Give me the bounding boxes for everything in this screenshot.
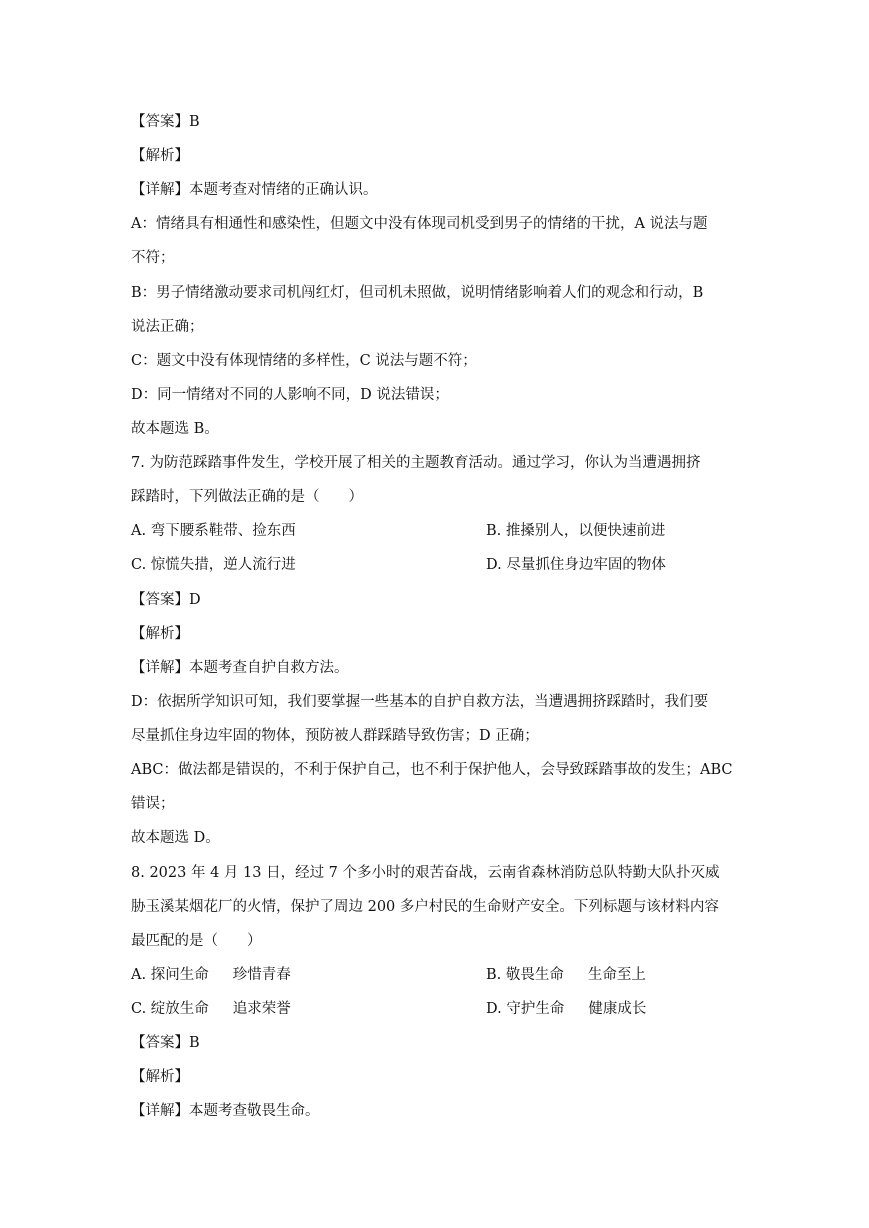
q7-detail xyxy=(131,659,741,677)
q6-explanation-line: C：题文中没有体现情绪的多样性，C 说法与题不符； xyxy=(131,353,477,369)
q7-explanation-line: D：依据所学知识可知，我们要掌握一些基本的自护自救方法，当遭遇拥挤踩踏时，我们要 xyxy=(131,694,709,710)
q6-explanation-line: 不符； xyxy=(131,250,175,266)
option-d-part2: 健康成长 xyxy=(588,1001,647,1017)
q6-detail xyxy=(131,181,741,199)
q8-option-d xyxy=(486,1000,646,1018)
q6-conclusion: 故本题选 B。 xyxy=(131,421,219,437)
option-d-part1: D. 守护生命 xyxy=(486,1001,565,1017)
q6-answer xyxy=(131,113,741,131)
answer-value: B xyxy=(189,114,200,130)
detail-text: 本题考查敬畏生命。 xyxy=(189,1103,320,1119)
q8-analysis-label: 【解析】 xyxy=(131,1069,189,1085)
option-a-part2: 珍惜青春 xyxy=(232,967,291,983)
q8-stem-line: 胁玉溪某烟花厂的火情，保护了周边 200 多户村民的生命财产安全。下列标题与该材料内容 xyxy=(131,899,719,915)
q6-explanation-line: 说法正确； xyxy=(131,319,204,335)
q8-detail xyxy=(131,1102,741,1120)
q7-analysis-label: 【解析】 xyxy=(131,626,189,642)
q7-conclusion: 故本题选 D。 xyxy=(131,830,220,846)
q6-analysis-label: 【解析】 xyxy=(131,148,189,164)
detail-label: 【详解】 xyxy=(131,182,189,198)
q7-answer xyxy=(131,591,741,609)
q7-stem-line: 踩踏时，下列做法正确的是（ ） xyxy=(131,489,363,505)
q7-explanation-line: 尽量抓住身边牢固的物体，预防被人群踩踏导致伤害；D 正确； xyxy=(131,728,539,744)
q6-explanation-line: A：情绪具有相通性和感染性，但题文中没有体现司机受到男子的情绪的干扰，A 说法与题 xyxy=(131,216,708,232)
option-c-part2: 追求荣誉 xyxy=(232,1001,291,1017)
answer-value: B xyxy=(189,1035,200,1051)
q7-option-a: A. 弯下腰系鞋带、捡东西 xyxy=(131,523,296,539)
q8-stem-line: 8. 2023 年 4 月 13 日，经过 7 个多小时的艰苦奋战，云南省森林消防总队特勤大队扑灭威 xyxy=(131,865,720,881)
detail-label: 【详解】 xyxy=(131,660,189,676)
answer-value: D xyxy=(189,592,201,608)
detail-text: 本题考查自护自救方法。 xyxy=(189,660,349,676)
answer-label: 【答案】 xyxy=(131,592,189,608)
option-c-part1: C. 绽放生命 xyxy=(131,1001,209,1017)
detail-text: 本题考查对情绪的正确认识。 xyxy=(189,182,378,198)
option-a-part1: A. 探问生命 xyxy=(131,967,209,983)
q8-option-a xyxy=(131,966,291,984)
option-b-part1: B. 敬畏生命 xyxy=(486,967,564,983)
q6-explanation-line: B：男子情绪激动要求司机闯红灯，但司机未照做，说明情绪影响着人们的观念和行动，B xyxy=(131,285,704,301)
q8-answer xyxy=(131,1034,741,1052)
q6-explanation-line: D：同一情绪对不同的人影响不同，D 说法错误； xyxy=(131,387,449,403)
detail-label: 【详解】 xyxy=(131,1103,189,1119)
q7-explanation-line: 错误； xyxy=(131,796,175,812)
answer-label: 【答案】 xyxy=(131,114,189,130)
q7-explanation-line: ABC：做法都是错误的，不利于保护自己，也不利于保护他人，会导致踩踏事故的发生；ABC xyxy=(131,762,733,778)
q7-option-d: D. 尽量抓住身边牢固的物体 xyxy=(486,557,666,573)
q7-stem-line: 7. 为防范踩踏事件发生，学校开展了相关的主题教育活动。通过学习，你认为当遭遇拥挤 xyxy=(131,455,701,471)
q7-option-b: B. 推搡别人，以便快速前进 xyxy=(486,523,666,539)
option-b-part2: 生命至上 xyxy=(587,967,646,983)
answer-label: 【答案】 xyxy=(131,1035,189,1051)
q8-option-b xyxy=(486,966,646,984)
q8-option-c xyxy=(131,1000,291,1018)
q7-option-c: C. 惊慌失措，逆人流行进 xyxy=(131,557,296,573)
q8-stem-line: 最匹配的是（ ） xyxy=(131,933,262,949)
